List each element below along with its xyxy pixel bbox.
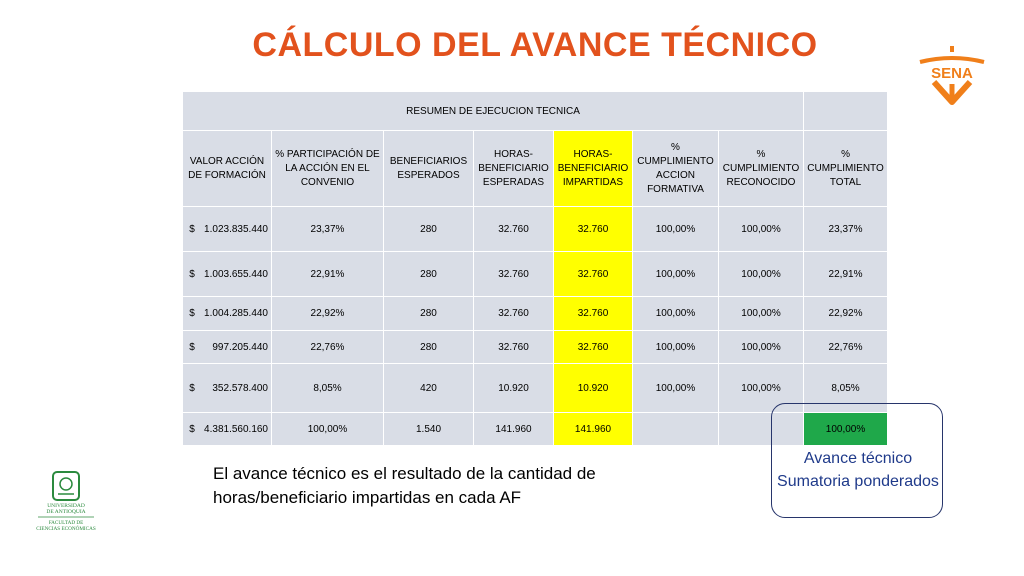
table-header-empty-cell [804, 92, 888, 131]
compliance-total-cell: 22,92% [804, 297, 888, 331]
hours-delivered-total-cell: 141.960 [554, 413, 633, 446]
valor-cell: $ 1.003.655.440 [183, 252, 272, 297]
participation-cell: 22,91% [272, 252, 384, 297]
hours-delivered-cell: 32.760 [554, 297, 633, 331]
compliance-total-sum-cell: 100,00% [804, 413, 888, 446]
participation-cell: 22,92% [272, 297, 384, 331]
hours-expected-cell: 32.760 [474, 297, 554, 331]
compliance-total-cell: 23,37% [804, 207, 888, 252]
udea-name-line2: DE ANTIOQUIA [46, 509, 86, 515]
beneficiaries-cell: 280 [384, 297, 474, 331]
compliance-action-cell: 100,00% [633, 207, 719, 252]
column-header: HORAS-BENEFICIARIO ESPERADAS [474, 131, 554, 207]
compliance-action-cell: 100,00% [633, 297, 719, 331]
column-header: % CUMPLIMIENTO TOTAL [804, 131, 888, 207]
compliance-action-cell: 100,00% [633, 331, 719, 364]
column-header: % CUMPLIMIENTO RECONOCIDO [719, 131, 804, 207]
compliance-recognized-cell: 100,00% [719, 297, 804, 331]
hours-delivered-cell: 32.760 [554, 331, 633, 364]
beneficiaries-total-cell: 1.540 [384, 413, 474, 446]
hours-expected-total-cell: 141.960 [474, 413, 554, 446]
hours-expected-cell: 10.920 [474, 364, 554, 413]
column-header: VALOR ACCIÓN DE FORMACIÓN [183, 131, 272, 207]
sena-logo [912, 44, 992, 108]
participation-cell: 22,76% [272, 331, 384, 364]
compliance-total-cell: 22,76% [804, 331, 888, 364]
empty-cell [633, 413, 719, 446]
udea-name-line1: UNIVERSIDAD [47, 503, 85, 509]
slide-title: CÁLCULO DEL AVANCE TÉCNICO [252, 26, 818, 64]
hours-expected-cell: 32.760 [474, 207, 554, 252]
participation-cell: 23,37% [272, 207, 384, 252]
table-row [183, 297, 888, 331]
column-headers [183, 131, 888, 207]
avance-callout-text [760, 447, 956, 493]
hours-delivered-cell: 32.760 [554, 207, 633, 252]
column-header: % CUMPLIMIENTO ACCION FORMATIVA [633, 131, 719, 207]
execution-summary-table [182, 91, 888, 446]
hours-delivered-cell: 10.920 [554, 364, 633, 413]
sena-wordmark: SENA [931, 65, 973, 82]
sumatoria-label: Sumatoria ponderados [777, 473, 939, 490]
explanation-note: El avance técnico es el resultado de la cantidad de horas/beneficiario impartidas en cada AF [213, 464, 596, 507]
hours-expected-cell: 32.760 [474, 331, 554, 364]
compliance-total-cell: 8,05% [804, 364, 888, 413]
table-row [183, 252, 888, 297]
compliance-recognized-cell: 100,00% [719, 207, 804, 252]
avance-label: Avance técnico [803, 450, 913, 467]
beneficiaries-cell: 280 [384, 207, 474, 252]
valor-cell: $ 1.004.285.440 [183, 297, 272, 331]
table-row [183, 331, 888, 364]
participation-total-cell: 100,00% [272, 413, 384, 446]
column-header-highlighted: HORAS-BENEFICIARIO IMPARTIDAS [554, 131, 633, 207]
udea-faculty-line1: FACULTAD DE [48, 520, 84, 526]
hours-expected-cell: 32.760 [474, 252, 554, 297]
table-row [183, 207, 888, 252]
compliance-recognized-cell: 100,00% [719, 364, 804, 413]
valor-cell: $ 1.023.835.440 [183, 207, 272, 252]
column-header: % PARTICIPACIÓN DE LA ACCIÓN EN EL CONVENIO [272, 131, 384, 207]
udea-logo [30, 470, 102, 540]
compliance-recognized-cell: 100,00% [719, 331, 804, 364]
beneficiaries-cell: 420 [384, 364, 474, 413]
participation-cell: 8,05% [272, 364, 384, 413]
table-header: RESUMEN DE EJECUCION TECNICA [183, 92, 804, 131]
beneficiaries-cell: 280 [384, 252, 474, 297]
valor-total-cell: $ 4.381.560.160 [183, 413, 272, 446]
compliance-total-cell: 22,91% [804, 252, 888, 297]
beneficiaries-cell: 280 [384, 331, 474, 364]
compliance-recognized-cell: 100,00% [719, 252, 804, 297]
hours-delivered-cell: 32.760 [554, 252, 633, 297]
column-header: BENEFICIARIOS ESPERADOS [384, 131, 474, 207]
udea-crest-icon [53, 472, 79, 500]
compliance-action-cell: 100,00% [633, 364, 719, 413]
udea-faculty-line2: CIENCIAS ECONÓMICAS [36, 526, 96, 532]
valor-cell: $ 997.205.440 [183, 331, 272, 364]
valor-cell: $ 352.578.400 [183, 364, 272, 413]
compliance-action-cell: 100,00% [633, 252, 719, 297]
